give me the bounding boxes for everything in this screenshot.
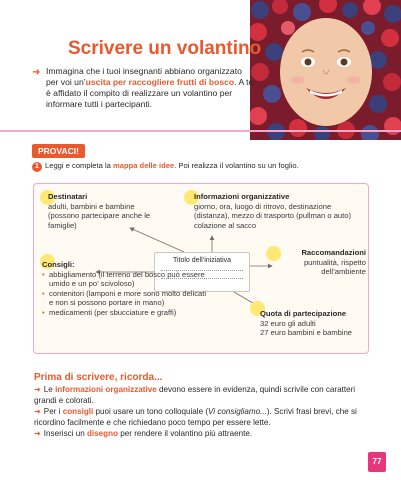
node-raccomandazioni	[286, 248, 366, 277]
quota-line-1: 32 euro gli adulti	[260, 318, 316, 328]
divider	[0, 130, 401, 132]
rule-2	[34, 406, 364, 428]
arrow-icon: ➜	[34, 407, 41, 416]
rule-text: puoi usare un tono colloquiale (	[93, 407, 209, 416]
list-item: • medicamenti (per sbucciature e graffi)	[42, 308, 212, 318]
arrow-icon: ➜	[34, 385, 41, 394]
list-item: • contenitori (lamponi e more sono molto delicati e non si possono portare in mano)	[42, 289, 212, 308]
intro-text: Immagina che i tuoi insegnanti abbiano organizzato per voi un’	[46, 66, 242, 87]
intro-paragraph	[32, 66, 256, 110]
destinatari-head: Destinatari	[48, 192, 88, 201]
consigli-head: Consigli:	[42, 260, 75, 269]
node-informazioni	[194, 192, 364, 230]
page-title: Scrivere un volantino	[68, 38, 262, 59]
rule-highlight: consigli	[62, 407, 94, 416]
quota-line-2: 27 euro bambini e bambine	[260, 328, 353, 337]
node-destinatari	[48, 192, 158, 230]
rule-text: Per i	[43, 407, 63, 416]
quota-head: Quota di partecipazione	[260, 309, 347, 318]
rule-italic: Vi consigliamo...	[208, 407, 267, 416]
arrow-icon: ➜	[34, 429, 41, 438]
rule-highlight: informazioni organizzative	[55, 385, 157, 394]
node-quota	[260, 309, 370, 338]
page-number: 77	[368, 452, 386, 472]
titolo-label: Titolo dell’iniziativa	[172, 257, 232, 264]
rule-1	[34, 384, 364, 406]
provaci-badge: PROVACI!	[32, 144, 85, 158]
rule-highlight: disegno	[86, 429, 119, 438]
informazioni-head: Informazioni organizzative	[194, 192, 290, 201]
task-highlight: mappa delle idee	[112, 161, 175, 170]
consigli-list	[42, 270, 212, 318]
task-number: 1	[32, 162, 42, 172]
task-text: Leggi e completa la	[45, 161, 113, 170]
intro-highlight: uscita per raccogliere frutti di bosco	[85, 77, 235, 87]
destinatari-text: adulti, bambini e bambine (possono partecipare anche le famiglie)	[48, 201, 151, 230]
intro-text-end: . A te è affidato il compito di realizzare un volantino per informare tutti i partecipanti.	[46, 77, 254, 109]
raccomandazioni-head: Raccomandazioni	[301, 248, 366, 257]
berries-photo	[250, 0, 401, 140]
rule-text: per rendere il volantino più attraente.	[118, 429, 253, 438]
informazioni-text: giorno, ora, luogo di ritrovo, destinazione (distanza), mezzo di trasporto (pullman o auto) colazione al sacco	[194, 201, 352, 230]
rule-3	[34, 428, 364, 439]
rule-text: devono essere in evidenza, quindi scrivile con caratteri grandi e colorati.	[34, 385, 356, 405]
task-text-end: . Poi realizza il volantino su un foglio.	[174, 161, 299, 170]
list-item: • abbigliamento (il terreno del bosco può essere umido e un po’ scivoloso)	[42, 270, 212, 289]
raccomandazioni-dot	[266, 246, 281, 261]
idea-map	[33, 183, 369, 354]
rule-text: Le	[43, 385, 56, 394]
rule-text: Inserisci un	[43, 429, 87, 438]
prima-heading: Prima di scrivere, ricorda...	[34, 372, 163, 383]
task-instruction	[32, 161, 299, 172]
raccomandazioni-text: puntualità, rispetto dell’ambiente	[303, 257, 366, 276]
node-consigli	[42, 260, 212, 317]
rule-text: ). Scrivi frasi brevi, che si ricordino facilmente e che richiedano poco tempo per essere lette.	[34, 407, 357, 427]
arrow-icon: ➜	[32, 67, 41, 78]
